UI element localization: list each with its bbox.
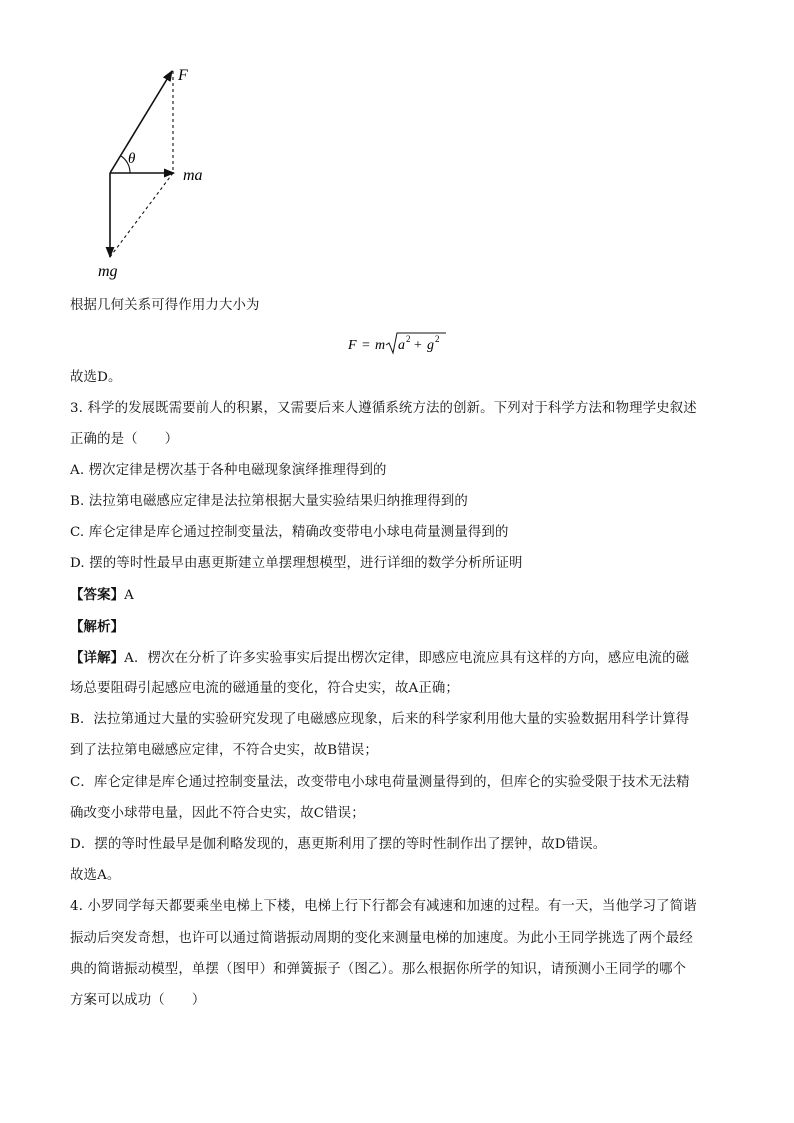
q4-stem-line-1: 4. 小罗同学每天都要乘坐电梯上下楼，电梯上行下行都会有减速和加速的过程。有一天，当他学习了简谐 [70, 899, 697, 914]
svg-text:F: F [348, 338, 357, 353]
q4-stem-line-2: 振动后突发奇想，也许可以通过简谐振动周期的变化来测量电梯的加速度。为此小王同学挑选了两个最经 [70, 931, 693, 946]
svg-text:+: + [414, 338, 422, 353]
geometry-sentence: 根据几何关系可得作用力大小为 [70, 298, 260, 313]
svg-text:g: g [427, 338, 434, 353]
q3-detail-a-line-1: 【详解】A．楞次在分析了许多实验事实后提出楞次定律，即感应电流应具有这样的方向，感应电流的磁 [70, 650, 690, 666]
q3-detail-b-line-1: B．法拉第通过大量的实验研究发现了电磁感应现象，后来的科学家利用他大量的实验数据用科学计算得 [70, 712, 690, 727]
answer-label: 【答案】 [70, 587, 125, 603]
q4-stem-line-4: 方案可以成功（ ） [70, 993, 206, 1008]
svg-text:=: = [362, 338, 370, 353]
q3-stem-line-1: 3. 科学的发展既需要前人的积累，又需要后来人遵循系统方法的创新。下列对于科学方法和物理学史叙述 [70, 401, 697, 416]
svg-text:m: m [375, 338, 386, 353]
force-diagram [92, 60, 232, 282]
answer-value: A [124, 588, 134, 603]
svg-text:2: 2 [435, 334, 440, 344]
q3-answer [70, 586, 760, 605]
force-vector-f [110, 71, 172, 173]
q3-detail-c-line-1: C．库仑定律是库仑通过控制变量法，改变带电小球电荷量测量得到的，但库仑的实验受限于技术无法精 [70, 775, 690, 790]
q3-option-c: C. 库仑定律是库仑通过控制变量法，精确改变带电小球电荷量测量得到的 [70, 525, 509, 540]
choose-d: 故选D。 [70, 370, 122, 385]
q3-choose: 故选A。 [70, 868, 121, 883]
formula-force [346, 330, 466, 358]
q3-detail-b-line-2: 到了法拉第电磁感应定律，不符合史实，故B错误； [70, 743, 378, 758]
q3-stem-line-2: 正确的是（ ） [70, 432, 179, 447]
label-theta: θ [128, 151, 136, 167]
q3-detail-a-line-2: 场总要阻碍引起感应电流的磁通量的变化，符合史实，故A正确； [70, 681, 459, 696]
q4-stem-line-3: 典的简谐振动模型，单摆（图甲）和弹簧振子（图乙）。那么根据你所学的知识，请预测小王同学的哪个 [70, 962, 687, 977]
label-f: F [178, 67, 188, 84]
q3-detail-d: D．摆的等时性最早是伽利略发现的，惠更斯利用了摆的等时性制作出了摆钟，故D错误。 [70, 837, 607, 852]
label-mg: mg [98, 263, 118, 280]
svg-text:a: a [398, 338, 405, 353]
label-ma: ma [183, 167, 203, 184]
q3-detail-c-line-2: 确改变小球带电量，因此不符合史实，故C错误； [70, 806, 365, 821]
dashed-diagonal [110, 173, 173, 257]
svg-text:2: 2 [406, 334, 411, 344]
q3-option-b: B. 法拉第电磁感应定律是法拉第根据大量实验结果归纳推理得到的 [70, 494, 468, 509]
q3-analysis-label: 【解析】 [70, 619, 125, 635]
detail-label: 【详解】 [70, 650, 125, 666]
q3-option-a: A. 楞次定律是楞次基于各种电磁现象演绎推理得到的 [70, 463, 387, 478]
q3-option-d: D. 摆的等时性最早由惠更斯建立单摆理想模型，进行详细的数学分析所证明 [70, 556, 523, 571]
